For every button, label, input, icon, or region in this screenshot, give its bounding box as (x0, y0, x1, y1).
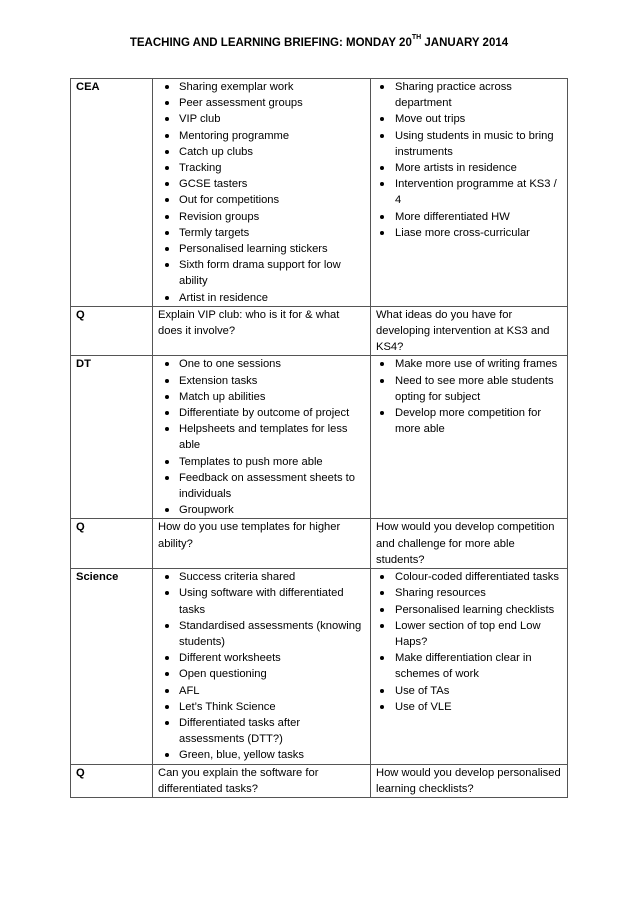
list-item-text: Sharing exemplar work (179, 81, 294, 93)
bullet-list (157, 356, 366, 518)
bullet-icon (165, 508, 169, 512)
list-item (375, 699, 563, 715)
bullet-icon (380, 117, 384, 121)
bullet-icon (165, 150, 169, 154)
list-item (157, 747, 366, 763)
bullet-icon (165, 134, 169, 138)
bullet-icon (165, 362, 169, 366)
question-cell: How do you use templates for higher ability? (153, 519, 371, 569)
list-item (375, 618, 563, 650)
list-item (157, 192, 366, 208)
list-item-text: GCSE tasters (179, 178, 248, 191)
page-title (0, 34, 638, 49)
bullet-icon (380, 656, 384, 660)
list-item (157, 470, 366, 502)
bullet-icon (380, 591, 384, 595)
current-practice-cell (153, 356, 371, 519)
list-item-text: Colour-coded differentiated tasks (395, 571, 559, 584)
list-item (157, 95, 366, 111)
bullet-icon (380, 575, 384, 579)
list-item (157, 144, 366, 160)
bullet-icon (165, 427, 169, 431)
bullet-icon (165, 247, 169, 251)
development-cell (371, 569, 568, 764)
list-item (375, 209, 563, 225)
bullet-icon (380, 231, 384, 235)
list-item (157, 502, 366, 518)
list-item (157, 389, 366, 405)
list-item (157, 618, 366, 650)
table-row-cea (71, 79, 568, 307)
row-label: CEA (71, 79, 153, 307)
list-item (375, 176, 563, 208)
list-item (157, 454, 366, 470)
bullet-icon (165, 379, 169, 383)
bullet-list (157, 79, 366, 306)
bullet-icon (165, 575, 169, 579)
list-item-text: Make more use of writing frames (395, 358, 558, 371)
title-superscript: TH (411, 34, 422, 41)
list-item-text: Lower section of top end Low Haps? (395, 619, 541, 648)
bullet-icon (380, 134, 384, 138)
list-item (157, 176, 366, 192)
list-item-text: Out for competitions (179, 194, 280, 207)
bullet-icon (380, 705, 384, 709)
list-item-text: Differentiated tasks after assessments (DTT?) (179, 716, 301, 746)
list-item-text: Groupwork (179, 504, 234, 517)
bullet-icon (165, 656, 169, 660)
bullet-icon (165, 753, 169, 757)
list-item (375, 356, 563, 372)
bullet-list (375, 356, 563, 437)
table-row-q2 (71, 519, 568, 569)
list-item-text: Need to see more able students opting for subject (395, 374, 554, 403)
bullet-icon (165, 721, 169, 725)
list-item-text: Make differentiation clear in schemes of work (395, 652, 532, 681)
list-item (157, 373, 366, 389)
row-label: Science (71, 569, 153, 764)
list-item-text: Revision groups (179, 210, 260, 223)
list-item-text: Sharing practice across department (395, 81, 512, 110)
bullet-icon (380, 411, 384, 415)
list-item (157, 569, 366, 585)
list-item-text: Liase more cross-curricular (395, 226, 530, 239)
bullet-list (375, 569, 563, 715)
bullet-icon (380, 166, 384, 170)
bullet-icon (165, 101, 169, 105)
table-row-q1 (71, 306, 568, 356)
list-item (157, 257, 366, 289)
bullet-icon (165, 689, 169, 693)
table-row-science (71, 569, 568, 764)
list-item (375, 160, 563, 176)
list-item-text: Use of VLE (395, 700, 452, 713)
list-item (375, 225, 563, 241)
bullet-icon (380, 689, 384, 693)
list-item (157, 715, 366, 747)
list-item (157, 699, 366, 715)
list-item (157, 650, 366, 666)
bullet-icon (165, 672, 169, 676)
list-item-text: Let’s Think Science (179, 700, 276, 713)
bullet-list (157, 569, 366, 763)
list-item-text: More artists in residence (395, 162, 517, 175)
list-item-text: Match up abilities (179, 390, 266, 403)
list-item-text: Different worksheets (179, 652, 281, 665)
question-cell: What ideas do you have for developing intervention at KS3 and KS4? (371, 306, 568, 356)
row-label: DT (71, 356, 153, 519)
bullet-icon (165, 460, 169, 464)
list-item-text: Mentoring programme (179, 129, 290, 142)
current-practice-cell (153, 569, 371, 764)
row-label: Q (71, 764, 153, 797)
bullet-icon (165, 263, 169, 267)
current-practice-cell (153, 79, 371, 307)
list-item-text: Using software with differentiated tasks (179, 587, 344, 616)
list-item (157, 225, 366, 241)
list-item-text: Move out trips (395, 113, 466, 126)
list-item-text: Differentiate by outcome of project (179, 407, 350, 420)
list-item-text: Success criteria shared (179, 571, 296, 584)
list-item-text: Tracking (179, 162, 222, 175)
bullet-icon (380, 608, 384, 612)
list-item-text: Intervention programme at KS3 / 4 (395, 178, 557, 207)
development-cell (371, 356, 568, 519)
list-item (157, 79, 366, 95)
list-item-text: One to one sessions (179, 358, 281, 371)
bullet-icon (165, 198, 169, 202)
list-item-text: Standardised assessments (knowing students) (179, 619, 362, 648)
list-item-text: Feedback on assessment sheets to individuals (179, 471, 355, 501)
list-item (157, 290, 366, 306)
list-item-text: Extension tasks (179, 374, 258, 387)
list-item (157, 683, 366, 699)
bullet-icon (165, 476, 169, 480)
list-item-text: VIP club (179, 113, 221, 126)
list-item (375, 585, 563, 601)
list-item (375, 650, 563, 682)
list-item-text: AFL (179, 684, 200, 697)
bullet-icon (165, 411, 169, 415)
bullet-icon (380, 362, 384, 366)
list-item (375, 569, 563, 585)
list-item (375, 128, 563, 160)
list-item-text: Artist in residence (179, 291, 268, 304)
row-label: Q (71, 519, 153, 569)
bullet-icon (165, 624, 169, 628)
list-item (157, 209, 366, 225)
list-item (157, 160, 366, 176)
list-item (157, 128, 366, 144)
bullet-icon (165, 166, 169, 170)
list-item-text: Using students in music to bring instruments (395, 129, 554, 158)
question-cell: Explain VIP club: who is it for & what does it involve? (153, 306, 371, 356)
list-item (157, 111, 366, 127)
list-item-text: Peer assessment groups (179, 97, 303, 110)
bullet-icon (165, 591, 169, 595)
list-item-text: Termly targets (179, 226, 250, 239)
bullet-icon (380, 215, 384, 219)
list-item-text: More differentiated HW (395, 210, 510, 223)
list-item (157, 421, 366, 453)
list-item-text: Helpsheets and templates for less able (179, 423, 348, 452)
development-cell (371, 79, 568, 307)
list-item (157, 241, 366, 257)
list-item-text: Sixth form drama support for low ability (179, 259, 341, 288)
bullet-list (375, 79, 563, 241)
list-item-text: Use of TAs (395, 684, 450, 697)
bullet-icon (165, 231, 169, 235)
list-item (157, 666, 366, 682)
bullet-icon (165, 182, 169, 186)
list-item-text: Catch up clubs (179, 145, 254, 158)
list-item (157, 585, 366, 617)
briefing-table (70, 78, 568, 798)
bullet-icon (165, 117, 169, 121)
list-item (157, 405, 366, 421)
row-label: Q (71, 306, 153, 356)
bullet-icon (380, 624, 384, 628)
bullet-icon (380, 379, 384, 383)
list-item (157, 356, 366, 372)
list-item (375, 79, 563, 111)
bullet-icon (380, 85, 384, 89)
title-suffix: JANUARY 2014 (421, 37, 509, 49)
bullet-icon (165, 705, 169, 709)
list-item (375, 405, 563, 437)
list-item (375, 373, 563, 405)
list-item-text: Develop more competition for more able (395, 407, 542, 436)
list-item (375, 683, 563, 699)
bullet-icon (165, 85, 169, 89)
question-cell: Can you explain the software for differentiated tasks? (153, 764, 371, 797)
question-cell: How would you develop competition and challenge for more able students? (371, 519, 568, 569)
list-item-text: Personalised learning stickers (179, 243, 328, 256)
bullet-icon (165, 215, 169, 219)
question-cell: How would you develop personalised learning checklists? (371, 764, 568, 797)
bullet-icon (380, 182, 384, 186)
table-row-dt (71, 356, 568, 519)
list-item-text: Templates to push more able (179, 455, 323, 468)
table-row-q3 (71, 764, 568, 797)
list-item (375, 602, 563, 618)
title-prefix: TEACHING AND LEARNING BRIEFING: MONDAY 20 (129, 37, 412, 49)
list-item-text: Green, blue, yellow tasks (179, 749, 304, 762)
list-item-text: Open questioning (179, 668, 267, 681)
list-item (375, 111, 563, 127)
list-item-text: Sharing resources (395, 587, 486, 600)
list-item-text: Personalised learning checklists (395, 603, 555, 616)
bullet-icon (165, 395, 169, 399)
bullet-icon (165, 296, 169, 300)
